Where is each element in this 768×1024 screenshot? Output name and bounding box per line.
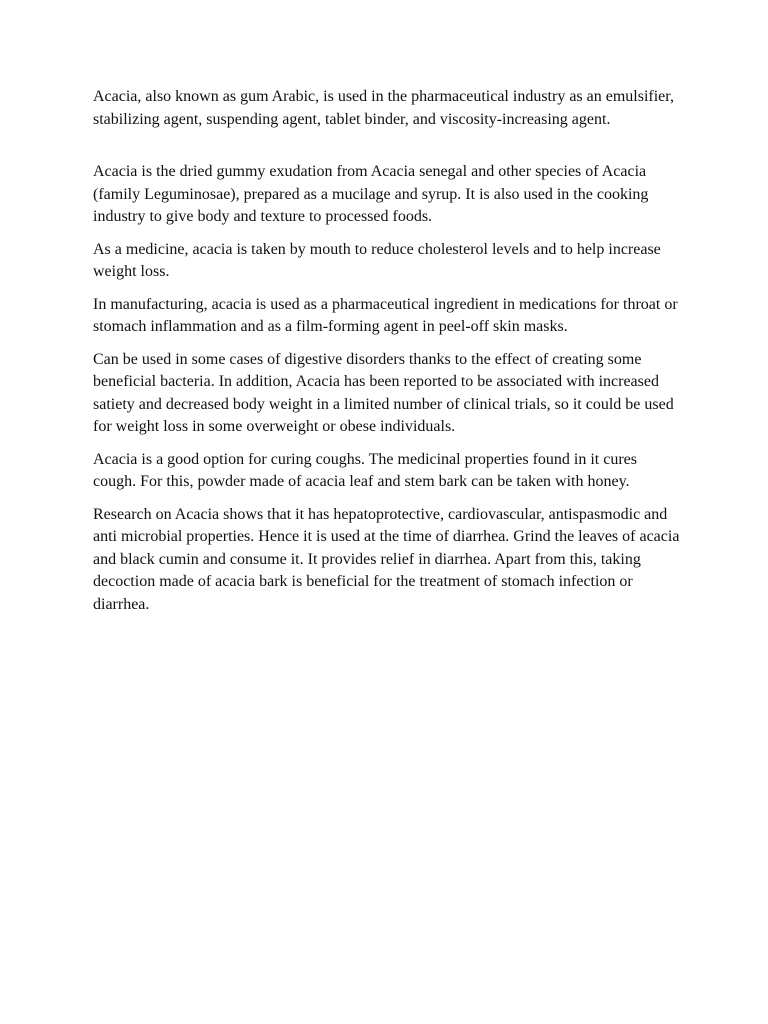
paragraph-cough-use: Acacia is a good option for curing coughs. The medicinal properties found in it cures cough. For this, powder made of acacia leaf and stem bark can be taken with honey. bbox=[93, 450, 637, 490]
paragraph-digestive-use: Can be used in some cases of digestive disorders thanks to the effect of creating some beneficial bacteria. In addition, Acacia has been reported to be associated with increased satiety and decreased body weight in a limited number of clinical trials, so it could be used for weight loss in some overweight or obese individuals. bbox=[93, 350, 674, 435]
paragraph-manufacturing-use: In manufacturing, acacia is used as a pharmaceutical ingredient in medications for throat or stomach inflammation and as a film-forming agent in peel-off skin masks. bbox=[93, 295, 678, 335]
document-body bbox=[93, 86, 683, 626]
paragraph-research-findings: Research on Acacia shows that it has hepatoprotective, cardiovascular, antispasmodic and anti microbial properties. Hence it is used at the time of diarrhea. Grind the leaves of acacia and black cumin and consume it. It provides relief in diarrhea. Apart from this, taking decoction made of acacia bark is beneficial for the treatment of stomach infection or diarrhea. bbox=[93, 505, 680, 613]
paragraph-acacia-definition: Acacia is the dried gummy exudation from Acacia senegal and other species of Acacia (family Leguminosae), prepared as a mucilage and syrup. It is also used in the cooking industry to give body and texture to processed foods. bbox=[93, 163, 649, 225]
paragraph-medicine-use: As a medicine, acacia is taken by mouth to reduce cholesterol levels and to help increase weight loss. bbox=[93, 240, 661, 280]
paragraph-gum-arabic-uses: Acacia, also known as gum Arabic, is used in the pharmaceutical industry as an emulsifier, stabilizing agent, suspending agent, tablet binder, and viscosity-increasing agent. bbox=[93, 88, 674, 128]
